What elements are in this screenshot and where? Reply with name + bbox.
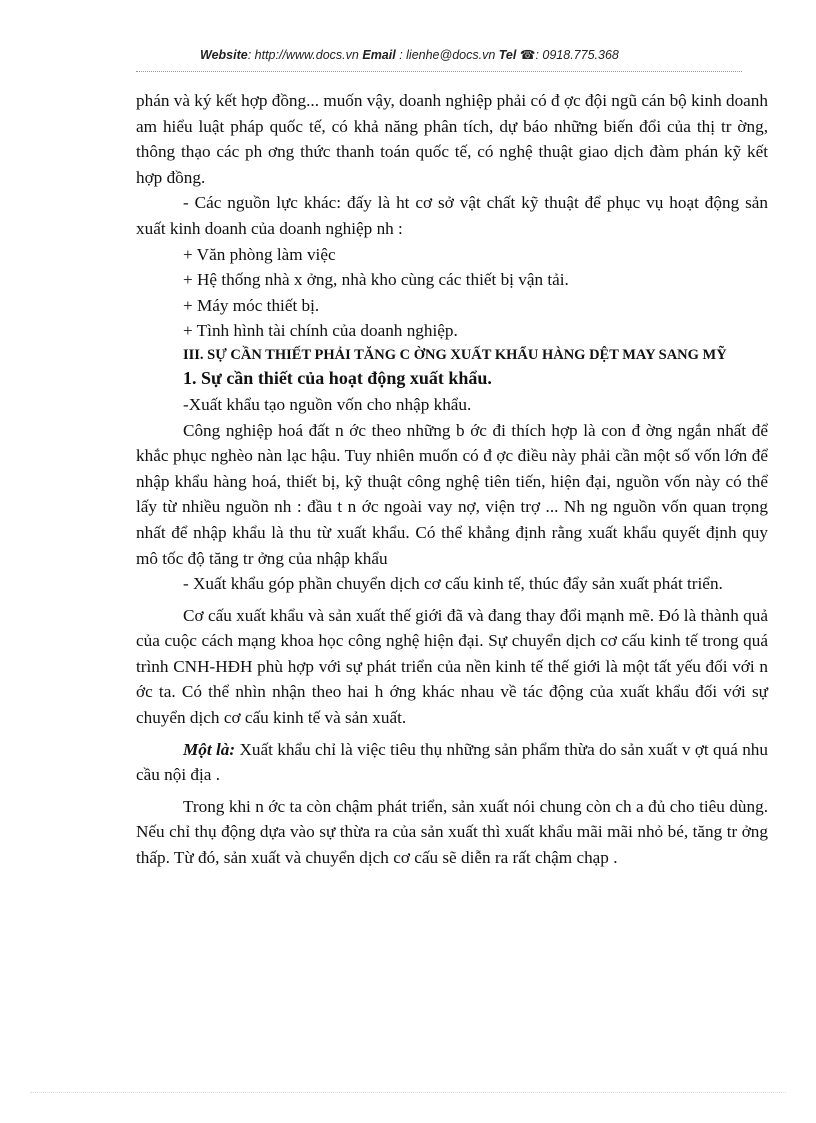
paragraph-7-lead: Một là:: [183, 739, 236, 759]
paragraph-2: - Các nguồn lực khác: đấy là ht cơ sở vật chất kỹ thuật để phục vụ hoạt động sản xuất kinh doanh của doanh nghiệp nh :: [136, 193, 768, 238]
document-body: [136, 88, 768, 871]
email-value[interactable]: : lienhe@docs.vn: [399, 48, 496, 62]
phone-icon: ☎: [519, 48, 536, 62]
list-item-machinery: + Máy móc thiết bị.: [183, 295, 320, 315]
website-value[interactable]: : http://www.docs.vn: [247, 48, 359, 62]
paragraph-8: Trong khi n ớc ta còn chậm phát triển, sản xuất nói chung còn ch a đủ cho tiêu dùng. Nếu chỉ thụ động dựa vào sự thừa ra của sản xuất thì xuất khẩu mãi mãi nhỏ bé, tăng tr ởng thấp. Từ đó, sản xuất và chuyển dịch cơ cấu sẽ diễn ra rất chậm chạp .: [136, 796, 768, 868]
website-label: Website: [200, 48, 248, 62]
paragraph-5: - Xuất khẩu góp phần chuyển dịch cơ cấu kinh tế, thúc đẩy sản xuất phát triển.: [183, 574, 723, 594]
paragraph-6: Cơ cấu xuất khẩu và sản xuất thế giới đã và đang thay đổi mạnh mẽ. Đó là thành quả của cuộc cách mạng khoa học công nghệ hiện đại. Sự chuyển dịch cơ cấu kinh tế trong quá trình CNH-HĐH phù hợp với sự phát triển của nền kinh tế thế giới là một tất yếu đối với n ớc ta. Có thể nhìn nhận theo hai h ớng khác nhau về tác động của xuất khẩu đối với sự chuyển dịch cơ cấu kinh tế và sản xuất.: [136, 605, 768, 728]
paragraph-4: Công nghiệp hoá đất n ớc theo những b ớc đi thích hợp là con đ ờng ngắn nhất để khắc phục nghèo nàn lạc hậu. Tuy nhiên muốn có đ ợc điều này phải cần một số vốn lớn để nhập khẩu hàng hoá, thiết bị, kỹ thuật công nghệ tiên tiến, hiện đại, nguồn vốn này có thể lấy từ nhiều nguồn nh : đầu t n ớc ngoài vay nợ, viện trợ ... Nh ng nguồn vốn quan trọng nhất để nhập khẩu là thu từ xuất khẩu. Có thể khẳng định rằng xuất khẩu quyết định quy mô tốc độ tăng tr ởng của nhập khẩu: [136, 420, 768, 568]
paragraph-7: [136, 737, 768, 788]
email-label: Email: [362, 48, 396, 62]
subsection-heading: 1. Sự cần thiết của hoạt động xuất khẩu.: [183, 367, 492, 388]
page-header: [200, 47, 740, 62]
paragraph-1: phán và ký kết hợp đồng... muốn vậy, doanh nghiệp phải có đ ợc đội ngũ cán bộ kinh doanh am hiểu luật pháp quốc tế, có khả năng phân tích, dự báo những biến đổi của thị tr ờng, thông thạo các ph ơng thức thanh toán quốc tế, có nghệ thuật giao dịch đàm phán kỹ kết hợp đồng.: [136, 91, 768, 187]
section-heading: III. SỰ CẦN THIẾT PHẢI TĂNG C ỜNG XUẤT KHẨU HÀNG DỆT MAY SANG MỸ: [183, 346, 727, 363]
tel-label: Tel: [498, 48, 517, 62]
footer-divider: [30, 1092, 786, 1093]
list-item-warehouse: + Hệ thống nhà x ởng, nhà kho cùng các thiết bị vận tải.: [183, 270, 569, 290]
paragraph-3: -Xuất khẩu tạo nguồn vốn cho nhập khẩu.: [183, 394, 472, 414]
list-item-office: + Văn phòng làm việc: [183, 244, 336, 264]
tel-value: : 0918.775.368: [535, 48, 619, 62]
header-divider: [136, 71, 742, 72]
paragraph-7-text: Xuất khẩu chỉ là việc tiêu thụ những sản phẩm thừa do sản xuất v ợt quá nhu cầu nội địa .: [136, 739, 768, 785]
list-item-finance: + Tình hình tài chính của doanh nghiệp.: [183, 321, 458, 341]
